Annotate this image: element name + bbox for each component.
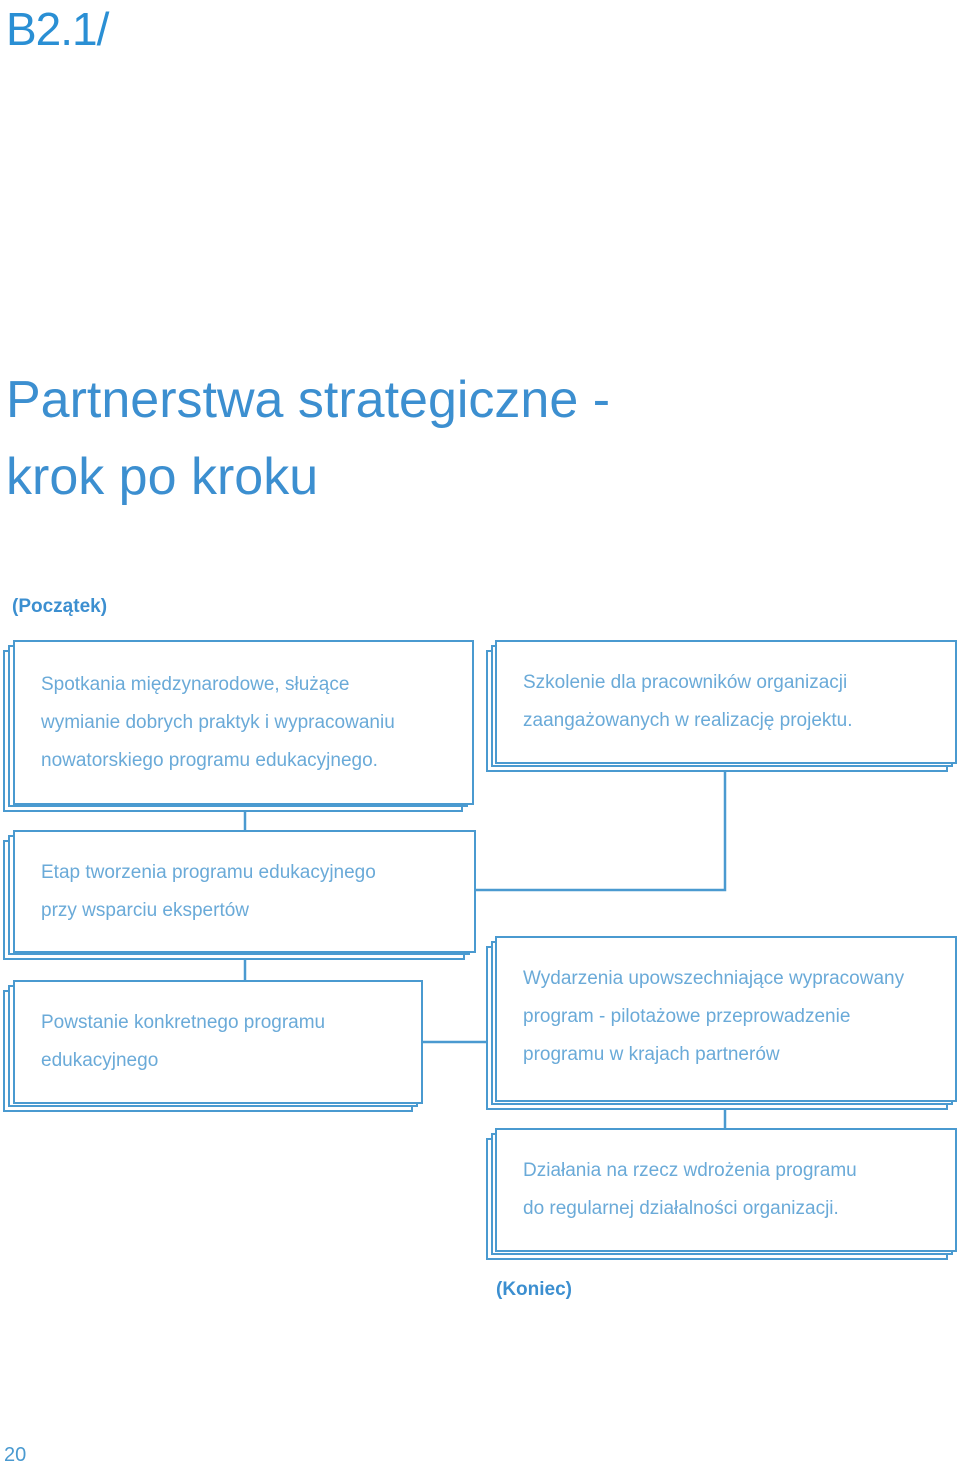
page-title-line-1: Partnerstwa strategiczne - (6, 371, 611, 429)
connector-2-3 (476, 766, 725, 890)
step-1-box (13, 640, 474, 805)
step-6-line: Działania na rzecz wdrożenia programu (523, 1160, 857, 1181)
step-5-line: programu w krajach partnerów (523, 1044, 780, 1065)
step-3-line: Etap tworzenia programu edukacyjnego (41, 861, 376, 883)
step-4-line: Powstanie konkretnego programu (41, 1012, 326, 1033)
step-1-line: Spotkania międzynarodowe, służące (41, 673, 350, 695)
page-title-line-2: krok po kroku (6, 448, 319, 506)
start-label: (Początek) (12, 596, 108, 617)
step-4-line: edukacyjnego (41, 1050, 159, 1071)
section-code: B2.1/ (6, 3, 109, 55)
end-label: (Koniec) (496, 1279, 572, 1300)
step-4-box (13, 980, 423, 1104)
step-3-line: przy wsparciu ekspertów (41, 899, 250, 921)
step-2-line: zaangażowanych w realizację projektu. (523, 710, 853, 731)
step-5-line: program - pilotażowe przeprowadzenie (523, 1006, 851, 1027)
step-3-box (13, 830, 476, 953)
step-6-line: do regularnej działalności organizacji. (523, 1198, 839, 1219)
step-5-box (495, 936, 957, 1102)
step-6-box (495, 1128, 957, 1252)
step-2-box (495, 640, 957, 764)
step-2-line: Szkolenie dla pracowników organizacji (523, 672, 848, 693)
step-1-line: nowatorskiego programu edukacyjnego. (41, 749, 378, 771)
page-number: 20 (4, 1444, 27, 1466)
step-1-line: wymianie dobrych praktyk i wypracowaniu (41, 711, 395, 733)
step-5-line: Wydarzenia upowszechniające wypracowany (523, 968, 905, 989)
